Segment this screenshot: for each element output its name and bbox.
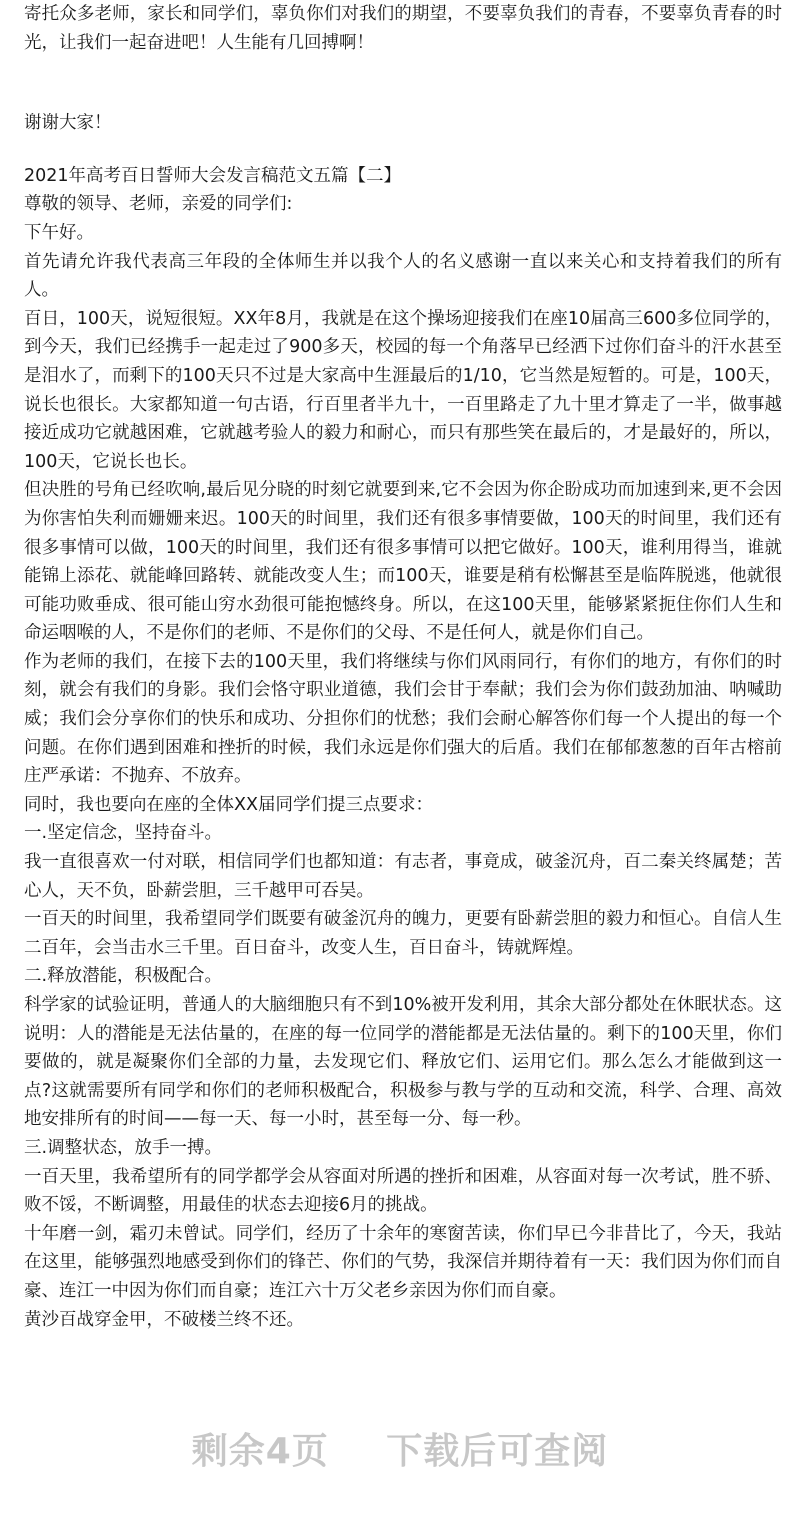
paragraph: 同时，我也要向在座的全体XX届同学们提三点要求： bbox=[24, 794, 433, 815]
paragraph: 我一直很喜欢一付对联，相信同学们也都知道：有志者，事竟成，破釜沉舟，百二秦关终属楚；苦心人，天不负，卧薪尝胆，三千越甲可吞吴。 bbox=[24, 852, 782, 901]
paragraph: 作为老师的我们，在接下去的100天里，我们将继续与你们风雨同行，有你们的地方，有你们的时刻，就会有我们的身影。我们会恪守职业道德，我们会甘于奉献；我们会为你们鼓劲加油、呐喊助威；我们会分享你们的快乐和成功、分担你们的忧愁；我们会耐心解答你们每一个人提出的每一个问题。在你们遇到困难和挫折的时候，我们永远是你们强大的后盾。我们在郁郁葱葱的百年古榕前庄严承诺：不抛弃、不放弃。 bbox=[24, 651, 782, 787]
paragraph: 二.释放潜能，积极配合。 bbox=[24, 966, 223, 987]
download-to-view-text: 下载后可查阅 bbox=[386, 1431, 609, 1472]
paragraph: 一百天的时间里，我希望同学们既要有破釜沉舟的魄力，更要有卧薪尝胆的毅力和恒心。自信人生二百年，会当击水三千里。百日奋斗，改变人生，百日奋斗，铸就辉煌。 bbox=[24, 909, 782, 958]
paragraph: 尊敬的领导、老师，亲爱的同学们: bbox=[24, 194, 293, 215]
paragraph: 一.坚定信念，坚持奋斗。 bbox=[24, 823, 223, 844]
remaining-pages-text: 剩余4页 bbox=[191, 1431, 329, 1472]
top-fragment: 寄托众多老师，家长和同学们，辜负你们对我们的期望，不要辜负我们的青春，不要辜负青春的时光，让我们一起奋进吧！人生能有几回搏啊！ bbox=[24, 4, 782, 53]
section-title: 2021年高考百日誓师大会发言稿范文五篇【二】 bbox=[24, 165, 402, 186]
paragraph: 科学家的试验证明，普通人的大脑细胞只有不到10%被开发利用，其余大部分都处在休眠状态。这说明：人的潜能是无法估量的，在座的每一位同学的潜能都是无法估量的。剩下的100天里，你们要做的，就是凝聚你们全部的力量，去发现它们、释放它们、运用它们。那么怎么才能做到这一点?这就需要所有同学和你们的老师积极配合，积极参与教与学的互动和交流，科学、合理、高效地安排所有的时间——每一天、每一小时，甚至每一分、每一秒。 bbox=[24, 995, 782, 1130]
bottom-blank bbox=[0, 1508, 800, 1526]
paragraph: 首先请允许我代表高三年段的全体师生并以我个人的名义感谢一直以来关心和支持着我们的所有人。 bbox=[24, 251, 782, 301]
paragraph: 百日，100天，说短很短。XX年8月，我就是在这个操场迎接我们在座10届高三600多位同学的，到今天，我们已经携手一起走过了900多天，校园的每一个角落早已经洒下过你们奋斗的汗水甚至是泪水了，而剩下的100天只不过是大家高中生涯最后的1/10，它当然是短暂的。可是，100天，说长也很长。大家都知道一句古语，行百里者半九十，一百里路走了九十里才算走了一半，做事越接近成功它就越困难，它就越考验人的毅力和耐心，而只有那些笑在最后的，才是最好的，所以，100天，它说长也长。 bbox=[24, 308, 782, 472]
paragraph: 十年磨一剑，霜刃未曾试。同学们，经历了十余年的寒窗苦读，你们早已今非昔比了，今天，我站在这里，能够强烈地感受到你们的锋芒、你们的气势，我深信并期待着有一天：我们因为你们而自豪、连江一中因为你们而自豪；连江六十万父老乡亲因为你们而自豪。 bbox=[24, 1223, 782, 1301]
paragraph: 但决胜的号角已经吹响,最后见分晓的时刻它就要到来,它不会因为你企盼成功而加速到来,更不会因为你害怕失利而姗姗来迟。100天的时间里，我们还有很多事情要做，100天的时间里，我们还有很多事情可以做，100天的时间里，我们还有很多事情可以把它做好。100天，谁利用得当，谁就能锦上添花、就能峰回路转、就能改变人生；而100天，谁要是稍有松懈甚至是临阵脱逃，他就很可能功败垂成、很可能山穷水劲很可能抱憾终身。所以，在这100天里，能够紧紧扼住你们人生和命运咽喉的人，不是你们的老师、不是你们的父母、不是任何人，就是你们自己。 bbox=[24, 480, 782, 644]
paragraph: 三.调整状态，放手一搏。 bbox=[24, 1137, 223, 1158]
paragraph: 一百天里，我希望所有的同学都学会从容面对所遇的挫折和困难，从容面对每一次考试，胜不骄、败不馁，不断调整，用最佳的状态去迎接6月的挑战。 bbox=[24, 1166, 782, 1216]
remaining-pages-banner[interactable] bbox=[0, 1423, 800, 1474]
paragraph: 下午好。 bbox=[24, 222, 94, 243]
paragraph: 黄沙百战穿金甲，不破楼兰终不还。 bbox=[24, 1309, 304, 1330]
document-body bbox=[24, 0, 782, 1334]
thanks-line: 谢谢大家！ bbox=[24, 113, 112, 134]
